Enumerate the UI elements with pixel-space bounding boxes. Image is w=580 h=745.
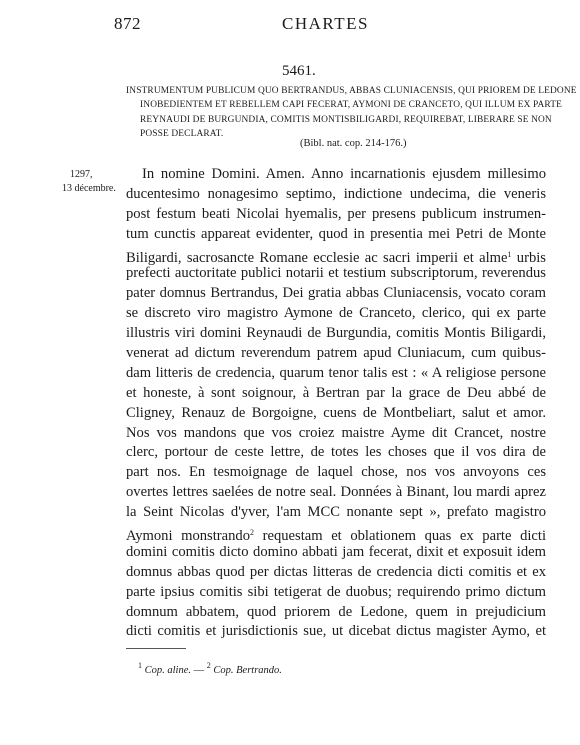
source-reference: (Bibl. nat. cop. 214-176.)	[300, 138, 407, 149]
footnotes	[138, 661, 282, 676]
margin-date-year: 1297,	[70, 169, 93, 180]
body-line-text: Biligardi, sacrosancte Romane ecclesie ac sacri imperii et alme	[126, 249, 508, 266]
body-line: In nomine Domini. Amen. Anno incarnationis ejusdem millesimo	[142, 166, 546, 182]
heading-line: REYNAUDI DE BURGUNDIA, COMITIS MONTISBILIGARDI, REQUIREBAT, LIBERARE SE NON	[140, 114, 552, 125]
body-line: dam litteris de credencia, quarum tenor talis est : « A religiose persone	[126, 364, 546, 381]
document-heading	[126, 84, 577, 142]
footnote-text: Cop. aline.	[144, 665, 191, 676]
body-line: part nos. En tesmoignage de laquel chose, nos vos anvoyons ces	[126, 464, 546, 481]
footnote-separator: —	[193, 665, 205, 676]
body-line-text: urbis	[516, 249, 546, 266]
running-head: CHARTES	[282, 14, 369, 33]
body-line: domini comitis dicto domino abbati jam fecerat, dixit et exposuit idem	[126, 543, 546, 560]
charter-body	[126, 165, 546, 642]
body-line: tum cunctis appareat evidenter, quod in presentia mei Petri de Monte	[126, 225, 546, 242]
body-line: parte ipsius comitis sibi tetigerat de duobus; requirendo primo dictum	[126, 583, 546, 600]
margin-date-day: 13 décembre.	[62, 183, 116, 194]
heading-line: INSTRUMENTUM PUBLICUM QUO BERTRANDUS, ABBAS CLUNIACENSIS, QUI PRIOREM DE LEDONE	[126, 86, 577, 96]
body-line: clerc, portour de ceste lettre, de totes les choses que il vos dira de	[126, 444, 546, 461]
body-line	[126, 245, 546, 265]
body-line: illustris viri domini Reynaudi de Burgundia, comitis Montis Biligardi,	[126, 325, 546, 342]
footnote-text: Cop. Bertrando.	[213, 665, 282, 676]
body-line: domnum abbatem, quod priorem de Ledone, quem in prejudicium	[126, 603, 546, 620]
body-line: prefecti auctoritate publici notarii et testium subscriptorum, reverendus	[126, 265, 546, 282]
heading-line: POSSE DECLARAT.	[140, 129, 224, 140]
body-line: dicti comitis et jurisdictionis sue, ut dicebat dictus magister Aymo, et	[126, 623, 546, 640]
body-line: overtes lettres saelées de notre seal. Données à Binant, lou mardi aprez	[126, 484, 546, 501]
document-number: 5461.	[282, 63, 316, 79]
footnote-ref: 1	[507, 249, 512, 259]
page-number: 872	[114, 14, 141, 33]
heading-line: INOBEDIENTEM ET REBELLEM CAPI FECERAT, AYMONI DE CRANCETO, QUI ILLUM EX PARTE	[140, 100, 563, 111]
body-line: venerat ad dictum reverendum patrem apud Cluniacum, cum quibus-	[126, 345, 546, 362]
body-line	[126, 523, 546, 543]
body-line: et honeste, à sont soignour, à Bertran par la grace de Deu abbé de	[126, 384, 546, 401]
footnote-rule	[126, 648, 186, 649]
footnote-number: 2	[206, 661, 211, 670]
footnote-number: 1	[138, 661, 142, 670]
body-line: ducentesimo nonagesimo septimo, indictione undecima, die veneris	[126, 185, 546, 202]
body-line: Cligney, Renauz de Borgoigne, cuens de Montbeliart, salut et amor.	[126, 404, 546, 421]
body-line-text: Aymoni monstrando	[126, 528, 251, 545]
body-line: domnus abbas quod per dictas litteras de credencia dicti comitis et ex	[126, 563, 546, 580]
body-line: pater domnus Bertrandus, Dei gratia abbas Cluniacensis, vocato coram	[126, 285, 546, 302]
body-line: Nos vos mandons que vos croiez maistre Ayme dit Crancet, nostre	[126, 424, 546, 441]
body-line-text: requestam et oblationem quas ex parte dicti	[262, 528, 547, 545]
body-line: se discreto viro magistro Aymone de Cranceto, clerico, qui ex parte	[126, 305, 546, 322]
body-line: post festum beati Nicolai hyemalis, per presens publicum instrumen-	[126, 205, 546, 222]
footnote-ref: 2	[250, 528, 255, 538]
body-line: la Seint Nicolas d'yver, l'am MCC nonante sept », prefato magistro	[126, 504, 546, 521]
